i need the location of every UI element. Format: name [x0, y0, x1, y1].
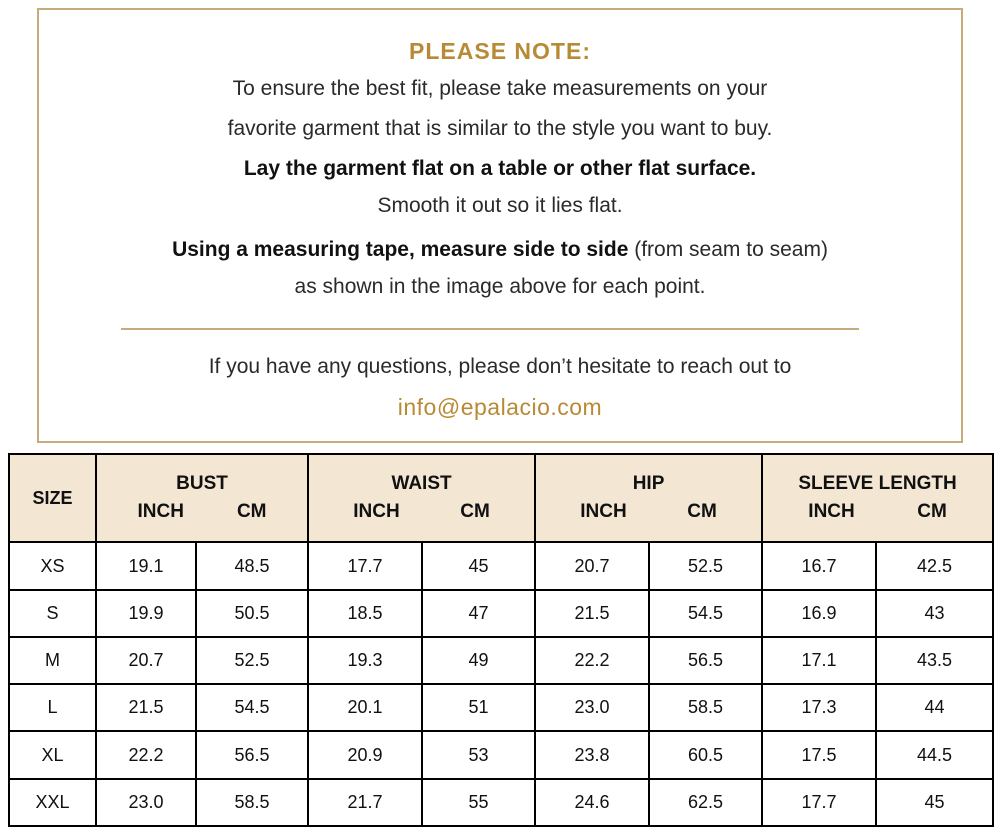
table-cell: 19.1: [96, 542, 196, 589]
table-cell: 54.5: [649, 590, 762, 637]
group-title: WAIST: [391, 473, 452, 495]
table-cell: 48.5: [196, 542, 308, 589]
table-cell: 20.9: [308, 731, 422, 778]
table-cell: 60.5: [649, 731, 762, 778]
note-box: [37, 8, 963, 443]
table-cell: XL: [9, 731, 96, 778]
note-line-7: If you have any questions, please don’t hesitate to reach out to: [208, 355, 792, 378]
table-row: [9, 542, 993, 589]
table-cell: 17.7: [762, 779, 876, 826]
table-cell: 17.7: [308, 542, 422, 589]
note-title: PLEASE NOTE:: [409, 38, 591, 64]
table-cell: 58.5: [196, 779, 308, 826]
table-cell: 22.2: [535, 637, 649, 684]
table-cell: 50.5: [196, 590, 308, 637]
table-row: [9, 637, 993, 684]
table-cell: 16.9: [762, 590, 876, 637]
unit-inch: INCH: [580, 501, 627, 523]
table-cell: 17.3: [762, 684, 876, 731]
unit-cm: CM: [460, 501, 490, 523]
unit-cm: CM: [236, 501, 267, 523]
table-cell: 20.7: [535, 542, 649, 589]
table-cell: 55: [422, 779, 535, 826]
table-header-row: [9, 454, 993, 542]
table-cell: 52.5: [196, 637, 308, 684]
table-cell: 16.7: [762, 542, 876, 589]
unit-cm: CM: [687, 501, 717, 523]
table-cell: 62.5: [649, 779, 762, 826]
note-line-2: favorite garment that is similar to the style you want to buy.: [227, 117, 773, 140]
table-row: [9, 684, 993, 731]
divider: [121, 328, 859, 330]
table-cell: 53: [422, 731, 535, 778]
table-cell: 20.7: [96, 637, 196, 684]
table-cell: 23.0: [96, 779, 196, 826]
table-cell: XXL: [9, 779, 96, 826]
table-cell: 47: [422, 590, 535, 637]
table-cell: L: [9, 684, 96, 731]
table-cell: 21.5: [535, 590, 649, 637]
unit-inch: INCH: [137, 501, 184, 523]
note-line-5: [39, 238, 961, 262]
table-cell: 56.5: [196, 731, 308, 778]
table-cell: 51: [422, 684, 535, 731]
note-line-6: as shown in the image above for each point.: [294, 275, 706, 298]
table-cell: 42.5: [876, 542, 993, 589]
note-line-5-bold: Using a measuring tape, measure side to side: [172, 238, 629, 261]
sleeve-length-header: [762, 454, 993, 542]
table-cell: 44.5: [876, 731, 993, 778]
table-cell: 23.0: [535, 684, 649, 731]
table-cell: 49: [422, 637, 535, 684]
table-cell: 21.7: [308, 779, 422, 826]
table-cell: S: [9, 590, 96, 637]
table-cell: 58.5: [649, 684, 762, 731]
table-cell: 24.6: [535, 779, 649, 826]
table-cell: 21.5: [96, 684, 196, 731]
table-row: [9, 731, 993, 778]
table-cell: 17.5: [762, 731, 876, 778]
table-cell: 43: [876, 590, 993, 637]
table-cell: 44: [876, 684, 993, 731]
table-cell: 45: [876, 779, 993, 826]
table-cell: XS: [9, 542, 96, 589]
group-title: BUST: [176, 473, 228, 495]
note-line-1: To ensure the best fit, please take measurements on your: [232, 77, 768, 100]
table-cell: 56.5: [649, 637, 762, 684]
table-cell: 18.5: [308, 590, 422, 637]
table-cell: 20.1: [308, 684, 422, 731]
unit-inch: INCH: [353, 501, 400, 523]
table-cell: 17.1: [762, 637, 876, 684]
note-line-4: Smooth it out so it lies flat.: [377, 194, 623, 217]
table-cell: 22.2: [96, 731, 196, 778]
unit-inch: INCH: [808, 501, 855, 523]
table-cell: 45: [422, 542, 535, 589]
waist-header: [308, 454, 535, 542]
group-title: HIP: [632, 473, 665, 495]
table-cell: 54.5: [196, 684, 308, 731]
contact-email[interactable]: info@epalacio.com: [397, 394, 603, 420]
table-cell: 52.5: [649, 542, 762, 589]
table-cell: M: [9, 637, 96, 684]
size-chart-table: [8, 453, 994, 827]
table-cell: 23.8: [535, 731, 649, 778]
hip-header: [535, 454, 762, 542]
table-cell: 43.5: [876, 637, 993, 684]
size-header: SIZE: [9, 454, 96, 542]
bust-header: [96, 454, 308, 542]
group-title: SLEEVE LENGTH: [798, 473, 957, 495]
table-row: [9, 779, 993, 826]
table-cell: 19.3: [308, 637, 422, 684]
table-row: [9, 590, 993, 637]
note-line-3: Lay the garment flat on a table or other flat surface.: [243, 157, 757, 180]
unit-cm: CM: [917, 501, 947, 523]
table-cell: 19.9: [96, 590, 196, 637]
note-line-5-rest: (from seam to seam): [628, 238, 828, 261]
